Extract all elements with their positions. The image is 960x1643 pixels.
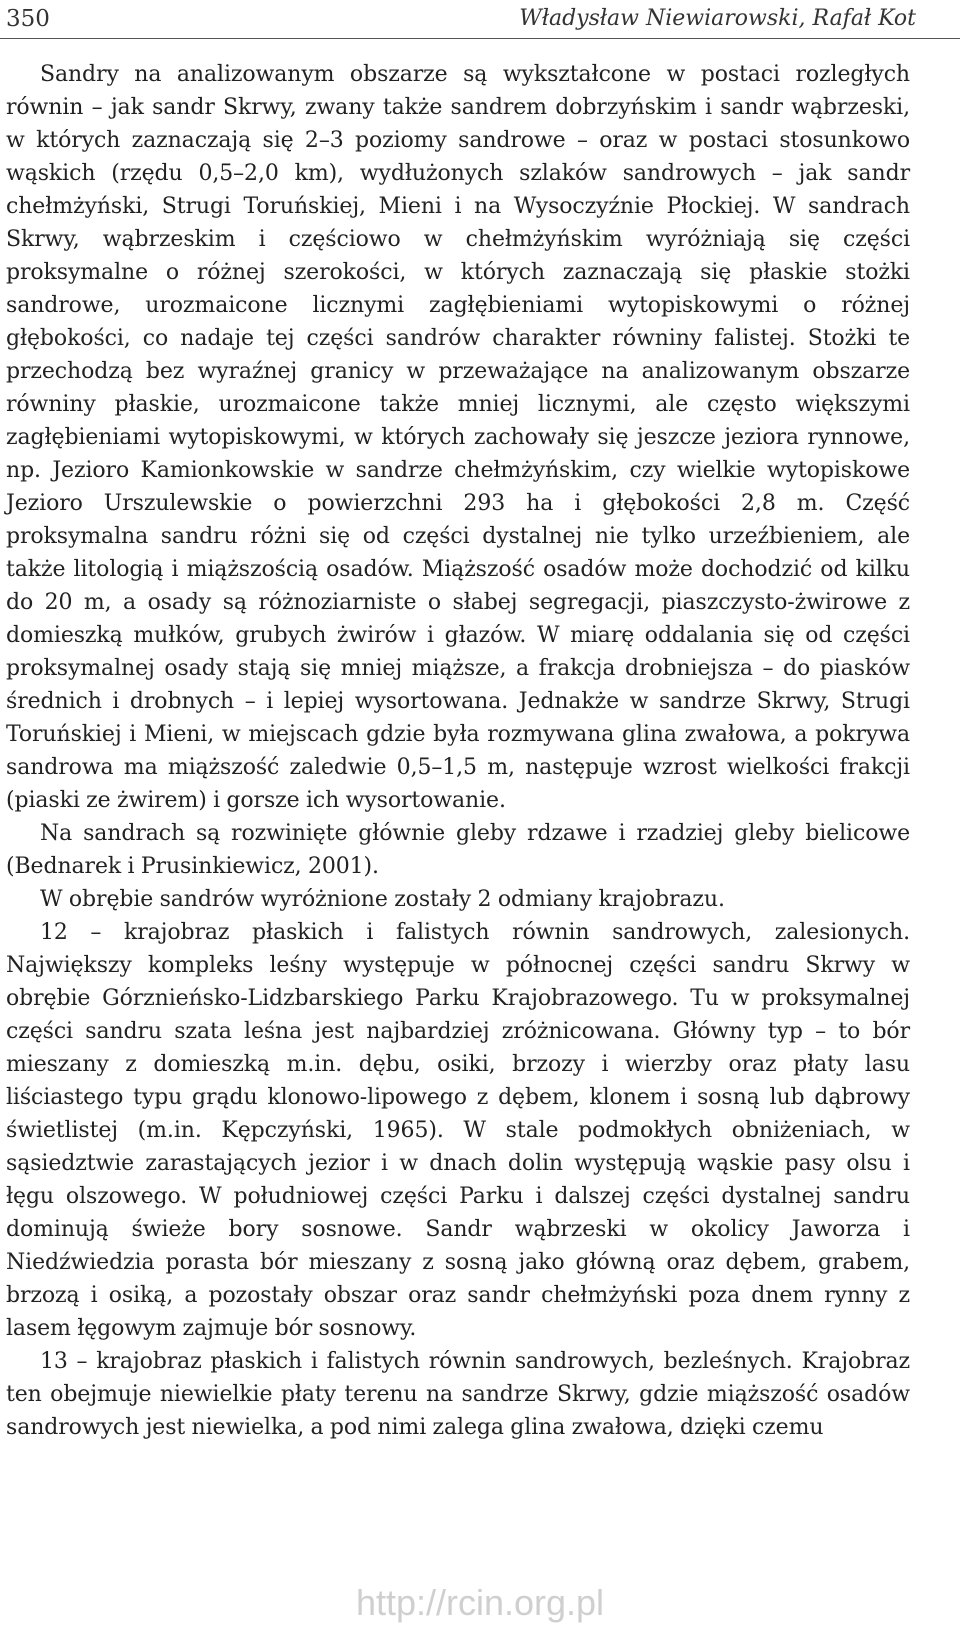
header-rule: [0, 38, 960, 39]
paragraph: W obrębie sandrów wyróżnione zostały 2 odmiany krajobrazu.: [40, 887, 725, 912]
running-title: Władysław Niewiarowski, Rafał Kot: [519, 6, 916, 31]
page-header: [0, 0, 960, 40]
paragraph: 12 – krajobraz płaskich i falistych równin sandrowych, zalesionych. Największy kompleks leśny występuje w północnej części sandru Skrwy w obrębie Górznieńsko-Lidzbarskiego Parku Krajobrazowego. Tu w proksymalnej części sandru szata leśna jest najbardziej zróżnicowana. Główny typ – to bór mieszany z domieszką m.in. dębu, osiki, brzozy i wierzby oraz płaty lasu liściastego typu grądu klonowo-lipowego z dębem, klonem i sosną lub dąbrowy świetlistej (m.in. Kępczyński, 1965). W stale podmokłych obniżeniach, w sąsiedztwie zarastających jezior i w dnach dolin występują wąskie pasy olsu i łęgu olszowego. W południowej części Parku i dalszej części dystalnej sandru dominują świeże bory sosnowe. Sandr wąbrzeski w okolicy Jaworza i Niedźwiedzia porasta bór mieszany z sosną jako główną oraz dębem, grabem, brzozą i osiką, a pozostały obszar oraz sandr chełmżyński poza dnem rynny z lasem łęgowym zajmuje bór sosnowy.: [6, 920, 910, 1341]
paragraph: Sandry na analizowanym obszarze są wykształcone w postaci rozległych równin – jak sandr Skrwy, zwany także sandrem dobrzyńskim i sandr wąbrzeski, w których zaznaczają się 2–3 poziomy sandrowe – oraz w postaci stosunkowo wąskich (rzędu 0,5–2,0 km), wydłużonych szlaków sandrowych – jak sandr chełmżyński, Strugi Toruńskiej, Mieni i na Wysoczyźnie Płockiej. W sandrach Skrwy, wąbrzeskim i częściowo w chełmżyńskim wyróżniają się części proksymalne o różnej szerokości, w których zaznaczają się płaskie stożki sandrowe, urozmaicone licznymi zagłębieniami wytopiskowymi o różnej głębokości, co nadaje tej części sandrów charakter równiny falistej. Stożki te przechodzą bez wyraźnej granicy w przeważające na analizowanym obszarze równiny płaskie, urozmaicone także mniej licznymi, ale często większymi zagłębieniami wytopiskowymi, w których zachowały się jeszcze jeziora rynnowe, np. Jezioro Kamionkowskie w sandrze chełmżyńskim, czy wielkie wytopiskowe Jezioro Urszulewskie o powierzchni 293 ha i głębokości 2,8 m. Część proksymalna sandru różni się od części dystalnej nie tylko urzeźbieniem, ale także litologią i miąższością osadów. Miąższość osadów może dochodzić od kilku do 20 m, a osady są różnoziarniste o słabej segregacji, piaszczysto-żwirowe z domieszką mułków, grubych żwirów i głazów. W miarę oddalania się od części proksymalnej osady stają się mniej miąższe, a frakcja drobniejsza – do piasków średnich i drobnych – i lepiej wysortowana. Jednakże w sandrze Skrwy, Strugi Toruńskiej i Mieni, w miejscach gdzie była rozmywana glina zwałowa, a pokrywa sandrowa ma miąższość zaledwie 0,5–1,5 m, następuje wzrost wielkości frakcji (piaski ze żwirem) i gorsze ich wysortowanie.: [6, 62, 910, 813]
body-text: [6, 58, 910, 1444]
paragraph: Na sandrach są rozwinięte głównie gleby rdzawe i rzadziej gleby bielicowe (Bednarek i Prusinkiewicz, 2001).: [6, 821, 910, 879]
watermark-url: http://rcin.org.pl: [355, 1582, 605, 1623]
page-number: 350: [6, 6, 50, 32]
paragraph: 13 – krajobraz płaskich i falistych równin sandrowych, bezleśnych. Krajobraz ten obejmuje niewielkie płaty terenu na sandrze Skrwy, gdzie miąższość osadów sandrowych jest niewielka, a pod nimi zalega glina zwałowa, dzięki czemu: [6, 1349, 910, 1440]
